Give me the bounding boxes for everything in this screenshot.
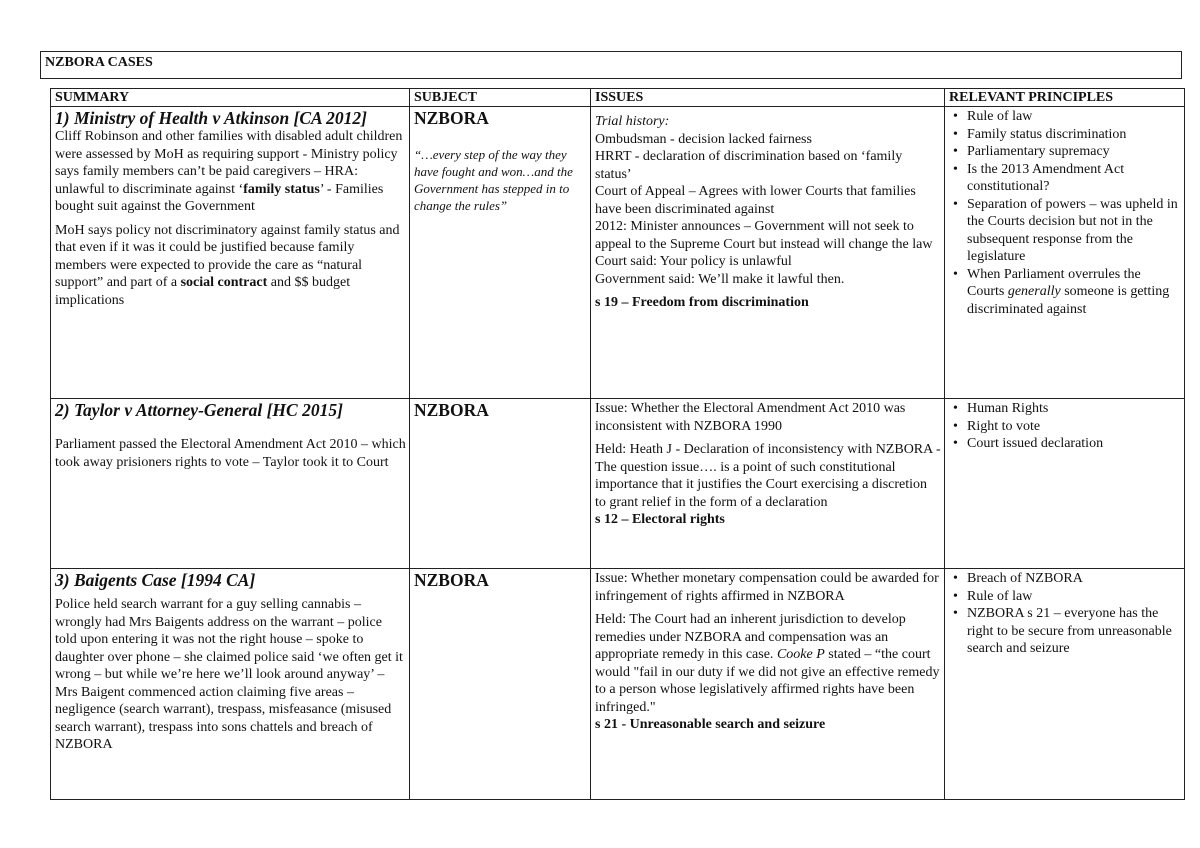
- list-item: • Court issued declaration: [967, 435, 1181, 453]
- issue-line: HRRT - declaration of discrimination based on ‘family status’: [595, 149, 903, 182]
- list-item: • Human Rights: [967, 400, 1181, 418]
- issue-line: 2012: Minister announces – Government will not seek to appeal to the Supreme Court but instead will change the law: [595, 219, 933, 252]
- list-item: • Separation of powers – was upheld in the Courts decision but not in the subsequent response from the legislature: [967, 196, 1181, 266]
- header-principles: RELEVANT PRINCIPLES: [945, 89, 1185, 107]
- list-item: • Family status discrimination: [967, 126, 1181, 144]
- list-item: • Is the 2013 Amendment Act constitutional?: [967, 161, 1181, 196]
- list-item: • Parliamentary supremacy: [967, 143, 1181, 161]
- subject-label: NZBORA: [414, 108, 489, 128]
- table-row: [51, 569, 1185, 800]
- table-row: [51, 399, 1185, 569]
- subject-label: NZBORA: [414, 570, 489, 590]
- issue-line: Ombudsman - decision lacked fairness: [595, 131, 812, 147]
- trial-history-label: Trial history:: [595, 114, 670, 129]
- summary-cell: [51, 569, 410, 800]
- held-statement: Held: The Court had an inherent jurisdiction to develop remedies under NZBORA and compensation was an appropriate remedy in this case. Cooke P stated – “the court would "fail in our duty if we did not give an effective remedy to a person whose legislatively affirmed rights have been infringed.": [595, 612, 940, 715]
- subject-cell: [410, 107, 591, 399]
- section-reference: s 19 – Freedom from discrimination: [595, 295, 809, 310]
- summary-paragraph: Cliff Robinson and other families with disabled adult children were assessed by MoH as requiring support - Ministry policy says family members can’t be paid caregivers – HRA: unlawful to discriminate against ‘family status’ - Families bought suit against the Government: [55, 129, 403, 214]
- principles-cell: [945, 399, 1185, 569]
- case-quote: “…every step of the way they have fought and won…and the Government has stepped in to change the rules”: [414, 147, 573, 213]
- case-title: 2) Taylor v Attorney-General [HC 2015]: [55, 400, 343, 420]
- section-reference: s 12 – Electoral rights: [595, 512, 725, 527]
- principles-cell: [945, 569, 1185, 800]
- list-item: • Rule of law: [967, 108, 1181, 126]
- list-item: • Breach of NZBORA: [967, 570, 1181, 588]
- list-item: • Rule of law: [967, 588, 1181, 606]
- list-item: • NZBORA s 21 – everyone has the right to be secure from unreasonable search and seizure: [967, 605, 1181, 658]
- subject-cell: [410, 399, 591, 569]
- header-row: [51, 89, 1185, 107]
- principles-list: [949, 570, 1181, 658]
- principles-list: [949, 400, 1181, 453]
- summary-paragraph: Police held search warrant for a guy selling cannabis – wrongly had Mrs Baigents address on the warrant – police told upon entering it was not the right house – spoke to daughter over phone – she claimed police said ‘we often get it wrong – but while we’re here we’ll look around anyway’ – Mrs Baigent commenced action claiming five areas – negligence (search warrant), trespass, misfeasance (misused search warrant), trespass into sons chattels and breach of NZBORA: [55, 597, 403, 752]
- summary-paragraph: MoH says policy not discriminatory against family status and that even if it was it could be justified because family members were expected to provide the care as “natural support” and part of a social contract and $$ budget implications: [55, 222, 400, 308]
- issue-line: Court said: Your policy is unlawful: [595, 254, 792, 269]
- list-item: • When Parliament overrules the Courts generally someone is getting discriminated against: [967, 266, 1181, 319]
- case-title: 1) Ministry of Health v Atkinson [CA 2012]: [55, 108, 367, 128]
- summary-cell: [51, 399, 410, 569]
- subject-label: NZBORA: [414, 400, 489, 420]
- issues-cell: [591, 107, 945, 399]
- section-reference: s 21 - Unreasonable search and seizure: [595, 717, 826, 732]
- issue-statement: Issue: Whether monetary compensation could be awarded for infringement of rights affirmed in NZBORA: [595, 571, 939, 604]
- issues-cell: [591, 399, 945, 569]
- header-issues: ISSUES: [591, 89, 945, 107]
- cases-table: [50, 88, 1185, 800]
- subject-cell: [410, 569, 591, 800]
- header-summary: SUMMARY: [51, 89, 410, 107]
- principles-list: [949, 108, 1181, 318]
- issue-line: Court of Appeal – Agrees with lower Courts that families have been discriminated against: [595, 184, 916, 217]
- summary-cell: [51, 107, 410, 399]
- issue-statement: Issue: Whether the Electoral Amendment Act 2010 was inconsistent with NZBORA 1990: [595, 401, 906, 434]
- summary-paragraph: Parliament passed the Electoral Amendment Act 2010 – which took away prisioners rights to vote – Taylor took it to Court: [55, 437, 406, 470]
- issues-cell: [591, 569, 945, 800]
- held-statement: Held: Heath J - Declaration of inconsistency with NZBORA - The question issue…. is a point of such constitutional importance that it justifies the Court exercising a discretion to grant relief in the form of a declaration: [595, 442, 941, 510]
- header-subject: SUBJECT: [410, 89, 591, 107]
- issue-line: Government said: We’ll make it lawful then.: [595, 271, 845, 287]
- document-title: NZBORA CASES: [40, 51, 1182, 79]
- principles-cell: [945, 107, 1185, 399]
- list-item: • Right to vote: [967, 418, 1181, 436]
- table-row: [51, 107, 1185, 399]
- case-title: 3) Baigents Case [1994 CA]: [55, 570, 256, 590]
